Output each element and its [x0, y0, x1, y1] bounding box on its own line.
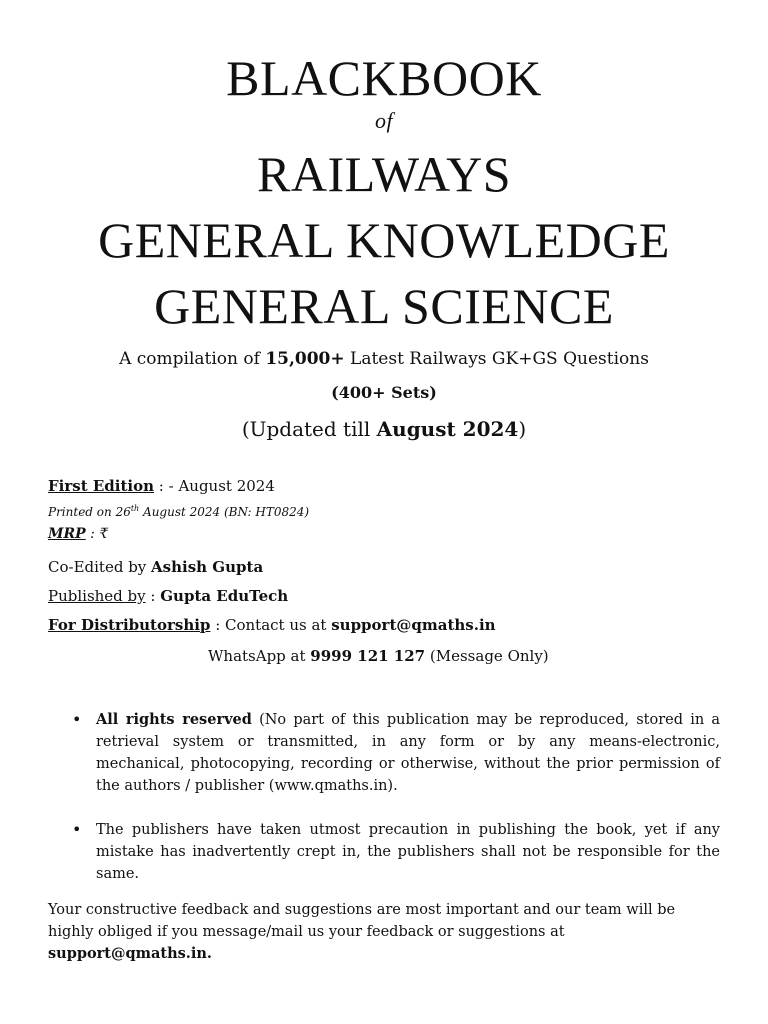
- distributorship-email[interactable]: support@qmaths.in: [331, 616, 496, 634]
- updated-date: August 2024: [376, 417, 519, 441]
- compilation-count: 15,000+: [265, 349, 345, 369]
- distributorship-separator: : Contact us at: [210, 616, 332, 634]
- bullet-dot-icon: •: [72, 710, 82, 729]
- rights-reserved-label: All rights reserved: [96, 711, 252, 728]
- bullet-dot-icon: •: [72, 820, 82, 839]
- distributorship-label: For Distributorship: [48, 616, 211, 634]
- title-of: of: [374, 108, 394, 133]
- printed-superscript: th: [130, 504, 140, 513]
- title-general-knowledge: GENERAL KNOWLEDGE: [98, 212, 670, 268]
- mrp-label: MRP: [48, 526, 86, 542]
- edition-row: [48, 476, 275, 496]
- bullet-disclaimer: [48, 819, 720, 885]
- title-railways: RAILWAYS: [256, 146, 512, 202]
- published-name: Gupta EduTech: [160, 587, 289, 605]
- whatsapp-suffix: (Message Only): [425, 647, 549, 665]
- compilation-prefix: A compilation of: [119, 349, 266, 369]
- disclaimer-text: The publishers have taken utmost precaution in publishing the book, yet if any mistake has inadvertently crept in, the publishers shall not be responsible for the same.: [96, 822, 720, 882]
- feedback-email[interactable]: support@qmaths.in.: [48, 945, 212, 962]
- mrp-value: : ₹: [85, 526, 109, 542]
- updated-line: [0, 416, 768, 442]
- edition-label: First Edition: [48, 477, 155, 495]
- coedited-prefix: Co-Edited by: [48, 558, 152, 576]
- whatsapp-row: [208, 646, 549, 666]
- updated-suffix: ): [518, 417, 527, 441]
- published-separator: :: [145, 587, 161, 605]
- published-row: [48, 586, 288, 606]
- whatsapp-number[interactable]: 9999 121 127: [310, 647, 426, 665]
- title-general-science: GENERAL SCIENCE: [154, 278, 614, 334]
- bullet-rights-reserved: [48, 709, 720, 797]
- edition-separator: : -: [154, 477, 179, 495]
- compilation-suffix: Latest Railways GK+GS Questions: [344, 349, 649, 369]
- published-label: Published by: [48, 587, 146, 605]
- notice-bullet-list: [48, 709, 720, 885]
- printed-suffix: August 2024 (BN: HT0824): [139, 505, 310, 519]
- compilation-line: [0, 348, 768, 370]
- printed-row: [48, 501, 309, 520]
- printed-prefix: Printed on 26: [48, 505, 131, 519]
- rights-reserved-text: (No part of this publication may be reproduced, stored in a retrieval system or transmitted, in any form or by any means-electronic, mechanical, photocopying, recording or otherwise, without the prior permission of the authors / publisher (www.qmaths.in).: [96, 712, 720, 794]
- distributorship-row: [48, 615, 496, 635]
- feedback-paragraph: [48, 899, 720, 965]
- whatsapp-prefix: WhatsApp at: [208, 647, 311, 665]
- coedited-row: [48, 557, 263, 577]
- edition-value: August 2024: [178, 477, 275, 495]
- title-blackbook: BLACKBOOK: [226, 50, 542, 106]
- coedited-name: Ashish Gupta: [151, 558, 264, 576]
- mrp-row: [48, 524, 108, 544]
- feedback-text: Your constructive feedback and suggestions are most important and our team will be highly obliged if you message/mail us your feedback or suggestions at: [48, 902, 676, 940]
- sets-line: (400+ Sets): [331, 383, 437, 402]
- updated-prefix: (Updated till: [241, 417, 377, 441]
